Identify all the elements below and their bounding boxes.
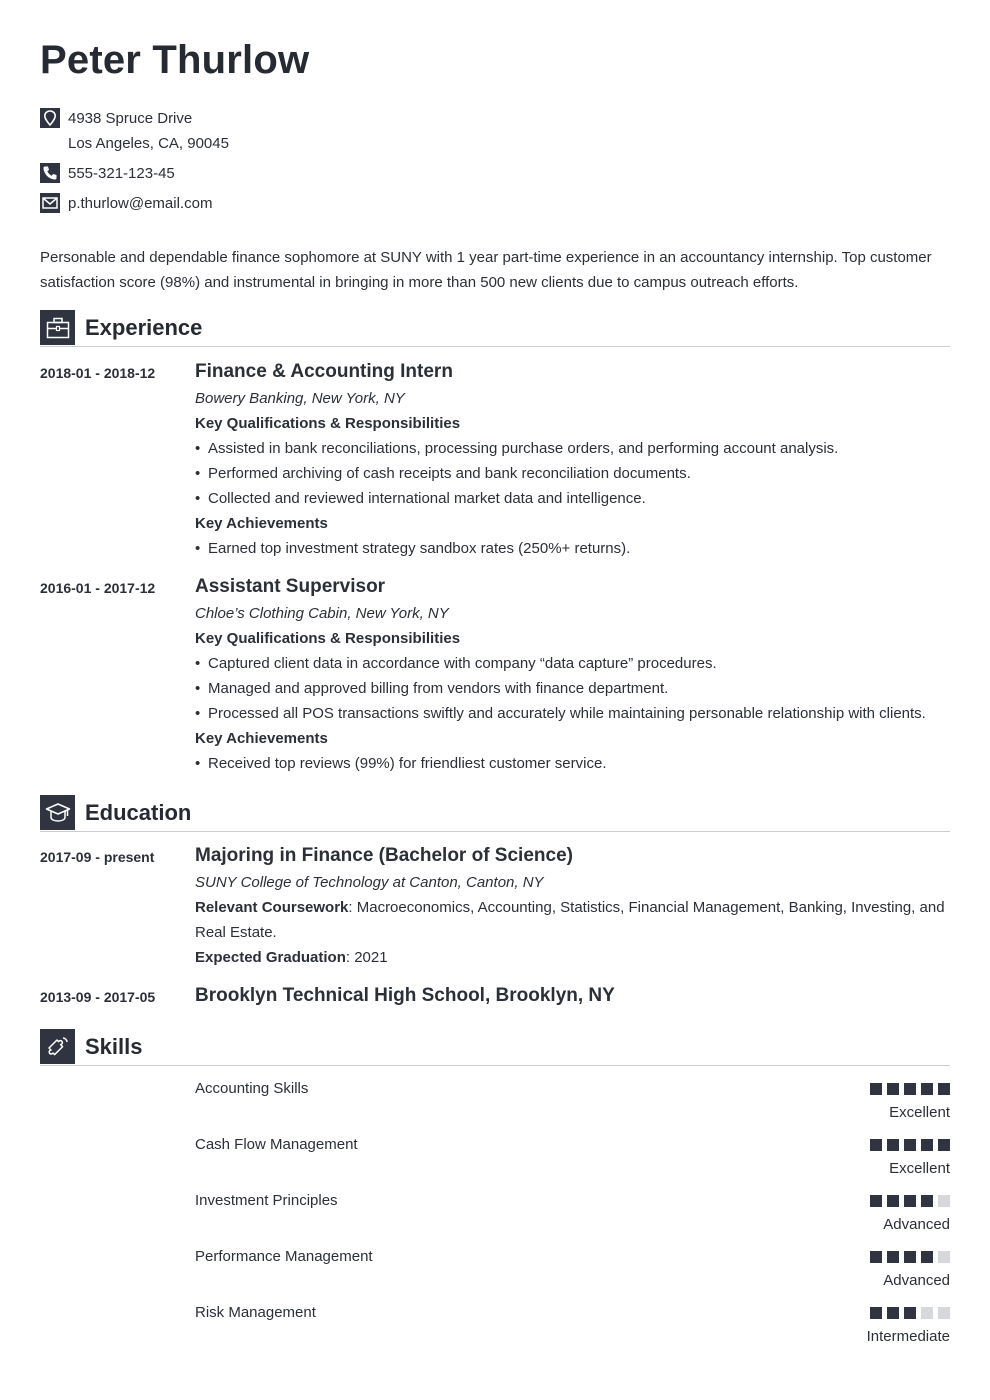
list-item: • Performed archiving of cash receipts and bank reconciliation documents. (195, 465, 691, 482)
coursework: Relevant Coursework: Macroeconomics, Accounting, Statistics, Financial Management, Banking, Investing, and Real Estate. (195, 899, 945, 941)
rating-square-empty (921, 1307, 933, 1319)
qualifications-heading: Key Qualifications & Responsibilities (195, 415, 461, 432)
list-item: • Earned top investment strategy sandbox rates (250%+ returns). (195, 540, 631, 557)
address-line-1: 4938 Spruce Drive (68, 109, 193, 127)
rating-square-filled (904, 1083, 916, 1095)
education-title: Education (85, 800, 192, 825)
education-section-header (40, 795, 950, 832)
rating-square-filled (870, 1251, 882, 1263)
achievements-heading: Key Achievements (195, 515, 328, 532)
skills-section-header (40, 1029, 950, 1066)
skill-row (195, 1192, 950, 1242)
rating-square-empty (938, 1195, 950, 1207)
skill-name: Investment Principles (195, 1192, 338, 1209)
education-entry (195, 842, 950, 970)
skill-row (195, 1136, 950, 1186)
phone-number[interactable]: 555-321-123-45 (68, 164, 175, 182)
skill-name: Cash Flow Management (195, 1136, 358, 1153)
puzzle-piece-icon (40, 1029, 75, 1064)
job-entry (195, 358, 950, 561)
rating-square-filled (921, 1195, 933, 1207)
degree-title: Brooklyn Technical High School, Brooklyn, NY (195, 985, 615, 1006)
education-dates: 2017-09 - present (40, 849, 155, 865)
skill-level: Excellent (889, 1104, 950, 1121)
job-company: Bowery Banking, New York, NY (195, 390, 405, 407)
qualifications-heading: Key Qualifications & Responsibilities (195, 630, 461, 647)
skill-row (195, 1080, 950, 1130)
experience-section-header (40, 310, 950, 347)
rating-square-filled (870, 1307, 882, 1319)
rating-square-filled (870, 1139, 882, 1151)
skill-row (195, 1304, 950, 1354)
rating-square-empty (938, 1251, 950, 1263)
graduation-cap-icon (40, 795, 75, 830)
job-dates: 2018-01 - 2018-12 (40, 365, 156, 381)
envelope-icon (40, 193, 60, 213)
education-entry (195, 982, 950, 1010)
degree-title: Majoring in Finance (Bachelor of Science) (195, 845, 573, 866)
job-title: Finance & Accounting Intern (195, 361, 453, 382)
rating-square-filled (870, 1083, 882, 1095)
rating-square-empty (938, 1307, 950, 1319)
skill-name: Performance Management (195, 1248, 373, 1265)
skill-level: Advanced (883, 1216, 950, 1233)
contact-email (40, 192, 212, 214)
skill-level: Intermediate (866, 1328, 950, 1345)
skill-rating (865, 1195, 950, 1207)
candidate-name: Peter Thurlow (40, 38, 310, 82)
rating-square-filled (938, 1083, 950, 1095)
skill-rating (865, 1251, 950, 1263)
list-item: • Assisted in bank reconciliations, processing purchase orders, and performing account analysis. (195, 440, 839, 457)
rating-square-filled (904, 1307, 916, 1319)
rating-square-filled (921, 1251, 933, 1263)
skill-rating (865, 1083, 950, 1095)
rating-square-filled (921, 1139, 933, 1151)
contact-phone (40, 162, 175, 184)
skill-level: Advanced (883, 1272, 950, 1289)
expected-graduation: Expected Graduation: 2021 (195, 949, 388, 966)
location-pin-icon (40, 108, 60, 128)
experience-title: Experience (85, 315, 203, 340)
job-entry (195, 573, 950, 776)
job-title: Assistant Supervisor (195, 576, 386, 597)
rating-square-filled (904, 1251, 916, 1263)
skill-row (195, 1248, 950, 1298)
rating-square-filled (887, 1083, 899, 1095)
education-dates: 2013-09 - 2017-05 (40, 989, 156, 1005)
job-company: Chloe’s Clothing Cabin, New York, NY (195, 605, 449, 622)
rating-square-filled (887, 1139, 899, 1151)
list-item: • Managed and approved billing from vendors with finance department. (195, 680, 669, 697)
rating-square-filled (870, 1195, 882, 1207)
contact-address (40, 107, 192, 129)
school-name: SUNY College of Technology at Canton, Canton, NY (195, 874, 544, 891)
profile-summary: Personable and dependable finance sophomore at SUNY with 1 year part-time experience in an accountancy internship. Top customer satisfaction score (98%) and instrumental in bringing in more than 500 new clients due to campus outreach efforts. (40, 249, 932, 291)
skill-rating (865, 1307, 950, 1319)
job-dates: 2016-01 - 2017-12 (40, 580, 156, 596)
list-item: • Processed all POS transactions swiftly and accurately while maintaining personable relationship with clients. (195, 705, 926, 722)
achievements-heading: Key Achievements (195, 730, 328, 747)
list-item: • Captured client data in accordance with company “data capture” procedures. (195, 655, 717, 672)
skill-name: Accounting Skills (195, 1080, 309, 1097)
skill-rating (865, 1139, 950, 1151)
rating-square-filled (921, 1083, 933, 1095)
rating-square-filled (938, 1139, 950, 1151)
rating-square-filled (904, 1195, 916, 1207)
rating-square-filled (887, 1195, 899, 1207)
skill-name: Risk Management (195, 1304, 316, 1321)
briefcase-icon (40, 310, 75, 345)
contact-address-2 (68, 132, 229, 154)
email-address[interactable]: p.thurlow@email.com (68, 194, 213, 212)
phone-icon (40, 163, 60, 183)
rating-square-filled (887, 1251, 899, 1263)
list-item: • Collected and reviewed international market data and intelligence. (195, 490, 646, 507)
skills-title: Skills (85, 1034, 143, 1059)
address-line-2: Los Angeles, CA, 90045 (68, 134, 229, 152)
list-item: • Received top reviews (99%) for friendliest customer service. (195, 755, 607, 772)
rating-square-filled (904, 1139, 916, 1151)
rating-square-filled (887, 1307, 899, 1319)
skill-level: Excellent (889, 1160, 950, 1177)
